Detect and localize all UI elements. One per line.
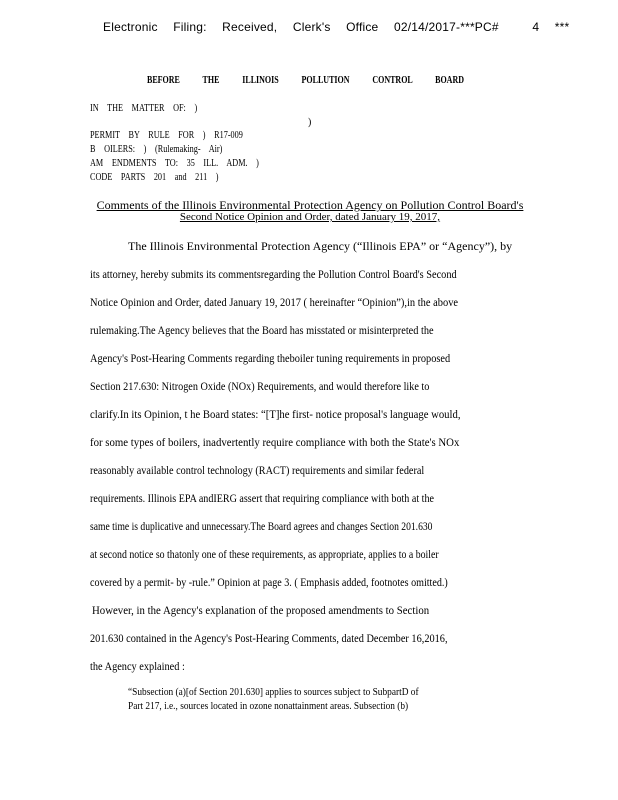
- body-line: covered by a permit- by -rule.” Opinion at page 3. ( Emphasis added, footnotes omitted.): [90, 575, 448, 589]
- body-line: the Agency explained :: [90, 659, 185, 673]
- caption-line: B OILERS: ) (Rulemaking- Air): [90, 144, 223, 155]
- filing-stamp-text: Electronic Filing: Received, Clerk's Office 02/14/2017-***PC#: [103, 20, 499, 34]
- body-line: its attorney, hereby submits its commentsregarding the Pollution Control Board's Second: [90, 267, 457, 281]
- caption-line: CODE PARTS 201 and 211 ): [90, 172, 219, 183]
- body-line: The Illinois Environmental Protection Agency (“Illinois EPA” or “Agency”), by: [128, 239, 513, 253]
- body-line: for some types of boilers, inadvertently require compliance with both the State's NOx: [90, 435, 460, 449]
- board-title: BEFORE THE ILLINOIS POLLUTION CONTROL BOARD: [147, 75, 465, 86]
- quote-line: Part 217, i.e., sources located in ozone nonattainment areas. Subsection (b): [128, 700, 409, 712]
- body-line: However, in the Agency's explanation of the proposed amendments to Section: [92, 603, 430, 617]
- filing-stamp: [103, 20, 569, 34]
- caption-line: AM ENDMENTS TO: 35 ILL. ADM. ): [90, 158, 259, 169]
- caption-bracket: ): [308, 117, 312, 128]
- body-line: Notice Opinion and Order, dated January 19, 2017 ( hereinafter “Opinion”),in the above: [90, 295, 459, 309]
- document-heading-line1: Comments of the Illinois Environmental Protection Agency on Pollution Control Board's: [96, 198, 524, 212]
- body-line: at second notice so thatonly one of these requirements, as appropriate, applies to a boiler: [90, 547, 439, 561]
- body-line: clarify.In its Opinion, t he Board states: “[T]he first- notice proposal's language would,: [90, 407, 461, 421]
- body-line: reasonably available control technology (RACT) requirements and similar federal: [90, 463, 425, 477]
- quote-line: “Subsection (a)[of Section 201.630] applies to sources subject to SubpartD of: [128, 686, 419, 698]
- caption-line: IN THE MATTER OF: ): [90, 103, 198, 114]
- body-line: same time is duplicative and unnecessary.The Board agrees and changes Section 201.630: [90, 519, 433, 533]
- caption-line: PERMIT BY RULE FOR ) R17-009: [90, 130, 243, 141]
- body-line: Agency's Post-Hearing Comments regarding theboiler tuning requirements in proposed: [90, 351, 451, 365]
- body-line: 201.630 contained in the Agency's Post-Hearing Comments, dated December 16,2016,: [90, 631, 448, 645]
- document-heading-line2: Second Notice Opinion and Order, dated January 19, 2017,: [179, 211, 441, 223]
- page-number: 4 ***: [532, 20, 570, 34]
- body-line: rulemaking.The Agency believes that the Board has misstated or misinterpreted the: [90, 323, 434, 337]
- body-line: requirements. Illinois EPA andIERG assert that requiring compliance with both at the: [90, 491, 434, 505]
- body-line: Section 217.630: Nitrogen Oxide (NOx) Requirements, and would therefore like to: [90, 379, 430, 393]
